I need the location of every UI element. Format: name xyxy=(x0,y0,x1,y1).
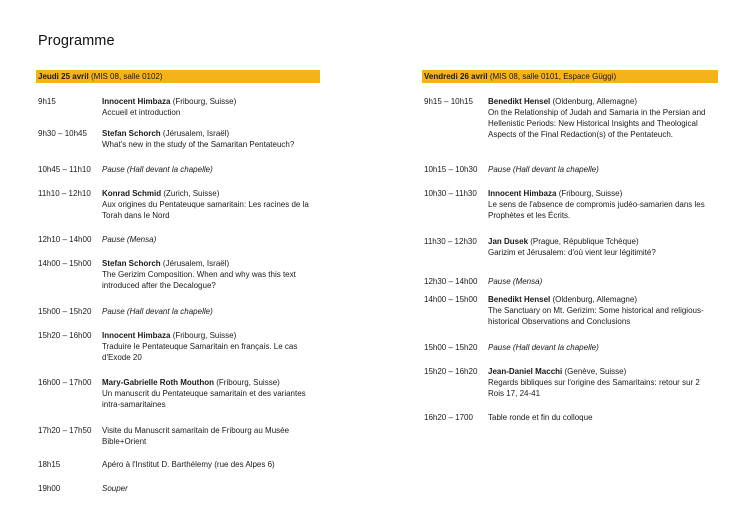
day-venue: (MIS 08, salle 0101, Espace Güggi) xyxy=(489,72,617,81)
day-header-bar xyxy=(422,70,718,83)
session-title: Aux origines du Pentateuque samaritain: Les racines de la Torah dans le Nord xyxy=(102,200,309,220)
speaker-name: Innocent Himbaza xyxy=(488,189,557,198)
speaker-affiliation: (Zurich, Suisse) xyxy=(163,189,220,198)
session-content xyxy=(488,96,718,140)
speaker-name: Stefan Schorch xyxy=(102,259,161,268)
session-title: Table ronde et fin du colloque xyxy=(488,413,593,422)
speaker-name: Stefan Schorch xyxy=(102,129,161,138)
session-row xyxy=(424,276,718,287)
session-time: 15h00 – 15h20 xyxy=(424,343,478,352)
session-row xyxy=(38,483,320,494)
session-title: Le sens de l'absence de compromis judéo-samarien dans les Prophètes et les Écrits. xyxy=(488,200,705,220)
session-row xyxy=(424,96,718,140)
session-content xyxy=(102,306,320,317)
session-time: 11h10 – 12h10 xyxy=(38,189,91,198)
day-venue: (MIS 08, salle 0102) xyxy=(90,72,163,81)
speaker-affiliation: (Prague, République Tchèque) xyxy=(530,237,639,246)
session-time: 14h00 – 15h00 xyxy=(38,259,92,268)
session-time: 12h10 – 14h00 xyxy=(38,235,92,244)
speaker-affiliation: (Jérusalem, Israël) xyxy=(162,129,230,138)
session-content xyxy=(488,412,718,423)
session-row xyxy=(38,258,320,291)
session-content xyxy=(102,330,320,363)
session-time: 10h15 – 10h30 xyxy=(424,165,478,174)
session-row xyxy=(424,366,718,399)
session-title: Pause (Hall devant la chapelle) xyxy=(102,165,213,174)
session-content xyxy=(102,258,320,291)
session-content xyxy=(488,294,718,327)
speaker-line xyxy=(102,258,320,269)
speaker-affiliation: (Fribourg, Suisse) xyxy=(172,331,237,340)
session-time: 16h00 – 17h00 xyxy=(38,378,92,387)
speaker-name: Jan Dusek xyxy=(488,237,529,246)
session-row xyxy=(38,188,320,221)
speaker-name: Jean-Daniel Macchi xyxy=(488,367,563,376)
session-time: 19h00 xyxy=(38,484,61,493)
speaker-line xyxy=(488,188,718,199)
session-title: Pause (Hall devant la chapelle) xyxy=(488,343,599,352)
day-column-thursday xyxy=(36,70,320,493)
session-time: 16h20 – 1700 xyxy=(424,413,473,422)
speaker-line xyxy=(102,128,320,139)
speaker-line xyxy=(488,96,718,107)
session-row xyxy=(424,188,718,221)
session-row xyxy=(38,459,320,470)
session-time: 9h30 – 10h45 xyxy=(38,129,87,138)
session-row xyxy=(424,342,718,353)
speaker-affiliation: (Fribourg, Suisse) xyxy=(172,97,237,106)
session-row xyxy=(38,128,320,150)
session-title: Visite du Manuscrit samaritain de Fribourg au Musée Bible+Orient xyxy=(102,426,290,446)
session-title: Pause (Mensa) xyxy=(102,235,157,244)
session-content xyxy=(102,96,320,118)
session-row xyxy=(424,412,718,423)
session-row xyxy=(38,425,320,447)
session-content xyxy=(102,128,320,150)
session-time: 10h45 – 11h10 xyxy=(38,165,91,174)
session-row xyxy=(38,164,320,175)
session-time: 15h00 – 15h20 xyxy=(38,307,92,316)
session-time: 15h20 – 16h00 xyxy=(38,331,92,340)
session-content xyxy=(102,234,320,245)
session-row xyxy=(424,164,718,175)
session-title: Pause (Hall devant la chapelle) xyxy=(102,307,213,316)
session-content xyxy=(102,459,320,470)
session-title: Regards bibliques sur l'origine des Samaritains: retour sur 2 Rois 17, 24-41 xyxy=(488,378,700,398)
speaker-affiliation: (Oldenburg, Allemagne) xyxy=(552,295,637,304)
day-header-bar xyxy=(36,70,320,83)
speaker-line xyxy=(102,330,320,341)
speaker-affiliation: (Fribourg, Suisse) xyxy=(216,378,280,387)
speaker-name: Benedikt Hensel xyxy=(488,97,551,106)
speaker-line xyxy=(488,366,718,377)
page-title: Programme xyxy=(38,33,115,49)
session-title: Pause (Mensa) xyxy=(488,277,543,286)
speaker-name: Benedikt Hensel xyxy=(488,295,551,304)
session-time: 12h30 – 14h00 xyxy=(424,277,478,286)
session-row xyxy=(38,96,320,118)
session-content xyxy=(102,425,320,447)
session-title: Garizim et Jérusalem: d'où vient leur légitimité? xyxy=(488,248,656,257)
session-content xyxy=(488,366,718,399)
session-content xyxy=(488,236,718,258)
session-time: 18h15 xyxy=(38,460,61,469)
session-time: 9h15 – 10h15 xyxy=(424,97,473,106)
session-row xyxy=(424,236,718,258)
speaker-line xyxy=(102,377,320,388)
session-row xyxy=(38,234,320,245)
session-title: The Gerizim Composition. When and why was this text introduced after the Decalogue? xyxy=(102,270,296,290)
session-time: 14h00 – 15h00 xyxy=(424,295,478,304)
session-content xyxy=(102,188,320,221)
session-content xyxy=(102,483,320,494)
speaker-line xyxy=(488,294,718,305)
session-time: 9h15 xyxy=(38,97,56,106)
speaker-affiliation: (Fribourg, Suisse) xyxy=(558,189,623,198)
session-content xyxy=(488,188,718,221)
session-title: On the Relationship of Judah and Samaria in the Persian and Hellenistic Periods: New Historical Insights and Theological Aspects of the Final Redaction(s) of the Pentateuch. xyxy=(488,108,706,139)
session-time: 11h30 – 12h30 xyxy=(424,237,477,246)
session-content xyxy=(488,342,718,353)
speaker-name: Innocent Himbaza xyxy=(102,97,171,106)
session-title: Pause (Hall devant la chapelle) xyxy=(488,165,599,174)
speaker-name: Konrad Schmid xyxy=(102,189,162,198)
session-title: Apéro à l'Institut D. Barthélemy (rue des Alpes 6) xyxy=(102,460,275,469)
speaker-affiliation: (Oldenburg, Allemagne) xyxy=(552,97,637,106)
speaker-affiliation: (Genève, Suisse) xyxy=(564,367,627,376)
session-time: 15h20 – 16h20 xyxy=(424,367,478,376)
session-title: Souper xyxy=(102,484,128,493)
day-column-friday xyxy=(422,70,718,422)
session-row xyxy=(38,377,320,410)
session-time: 10h30 – 11h30 xyxy=(424,189,477,198)
speaker-line xyxy=(102,188,320,199)
session-row xyxy=(424,294,718,327)
session-title: Accueil et introduction xyxy=(102,108,181,117)
session-title: Un manuscrit du Pentateuque samaritain et des variantes intra-samaritaines xyxy=(102,389,306,409)
session-title: What's new in the study of the Samaritan Pentateuch? xyxy=(102,140,295,149)
session-title: Traduire le Pentateuque Samaritain en français. Le cas d'Exode 20 xyxy=(102,342,298,362)
speaker-line xyxy=(102,96,320,107)
session-row xyxy=(38,330,320,363)
session-row xyxy=(38,306,320,317)
speaker-affiliation: (Jérusalem, Israël) xyxy=(162,259,230,268)
day-label: Vendredi 26 avril xyxy=(424,72,488,81)
session-content xyxy=(102,164,320,175)
day-label: Jeudi 25 avril xyxy=(38,72,89,81)
speaker-name: Mary-Gabrielle Roth Mouthon xyxy=(102,378,214,387)
session-content xyxy=(488,164,718,175)
session-time: 17h20 – 17h50 xyxy=(38,426,92,435)
speaker-line xyxy=(488,236,718,247)
session-content xyxy=(102,377,320,410)
session-content xyxy=(488,276,718,287)
session-title: The Sanctuary on Mt. Gerizim: Some historical and religious-historical Observations and Conclusions xyxy=(488,306,704,326)
speaker-name: Innocent Himbaza xyxy=(102,331,171,340)
